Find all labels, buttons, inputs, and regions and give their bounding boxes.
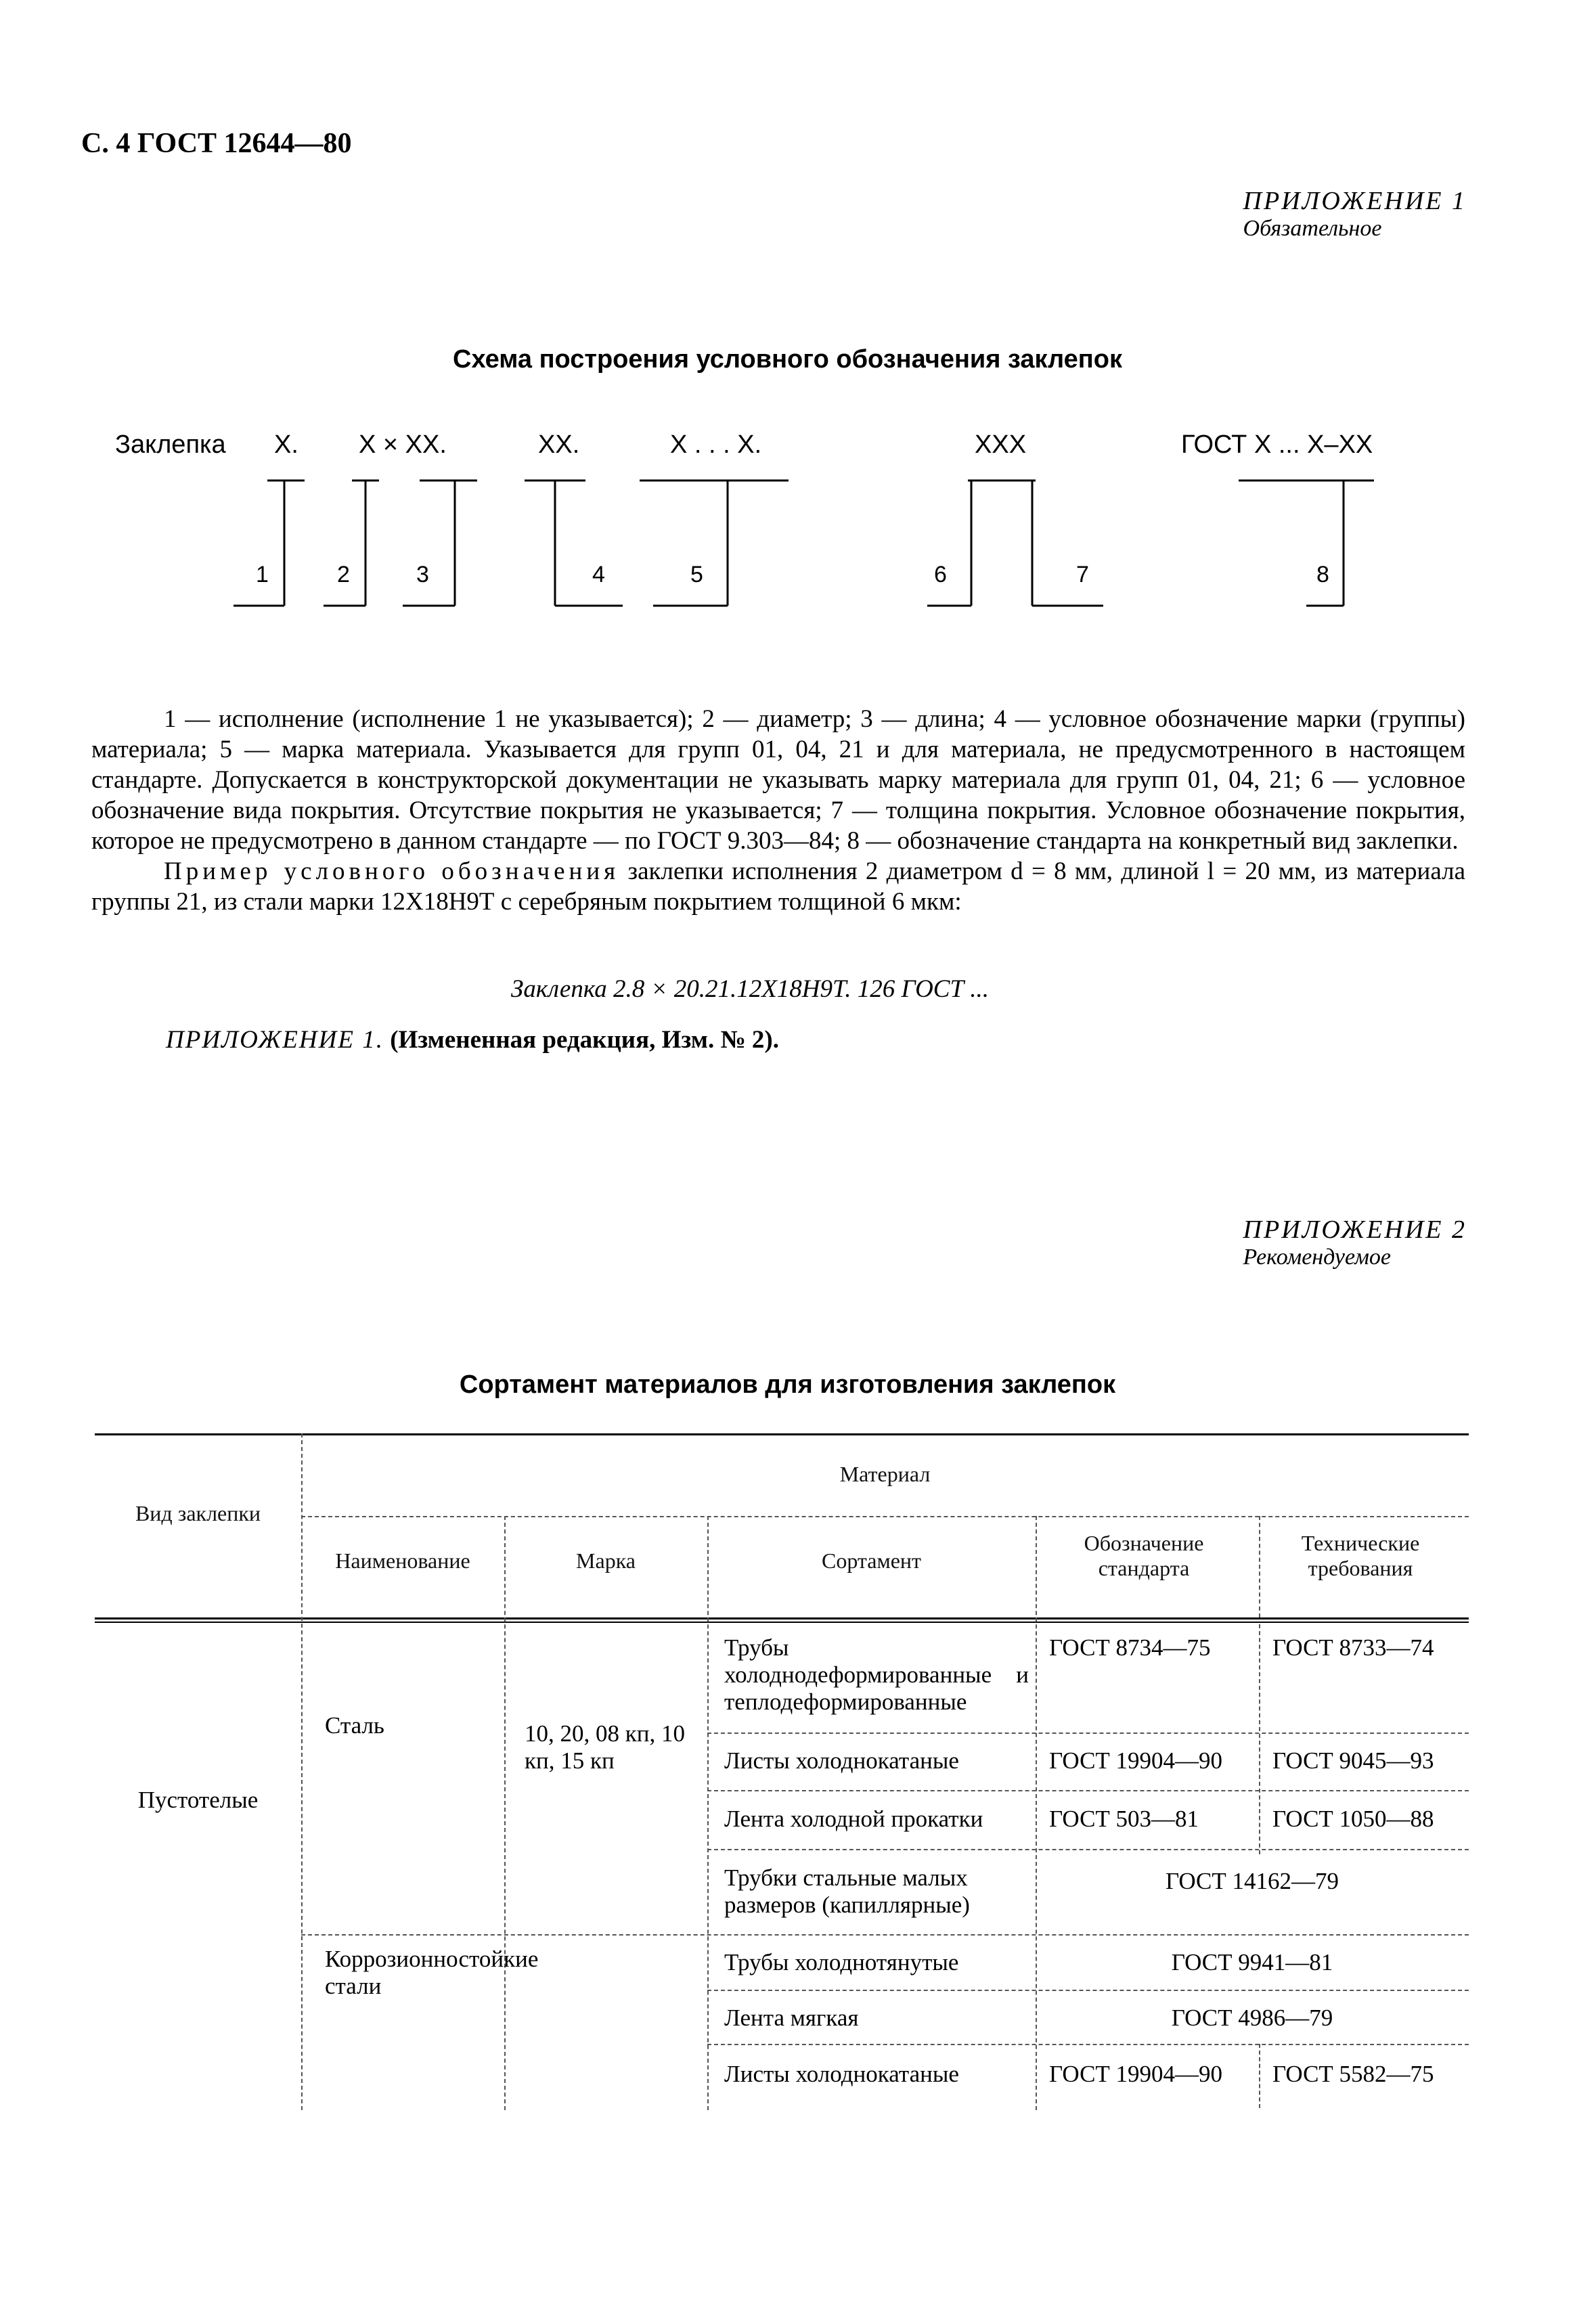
revision-note-ref: ПРИЛОЖЕНИЕ 1. (166, 1026, 384, 1054)
col-tech-header: Технические требования (1301, 1531, 1420, 1580)
scheme-part-6: ГОСТ Х ... Х–ХХ (1181, 430, 1373, 459)
col-material-header: Материал (839, 1462, 931, 1486)
col-grade-header: Марка (576, 1548, 636, 1573)
g2-row3-standard: ГОСТ 19904—90 (1049, 2061, 1223, 2087)
scheme-num-3: 3 (416, 562, 429, 587)
col-kind-header: Вид заклепки (135, 1501, 261, 1525)
scheme-part-4: Х . . . Х. (670, 430, 762, 459)
g2-row2-assortment: Лента мягкая (724, 2005, 859, 2031)
scheme-num-6: 6 (934, 562, 947, 587)
revision-note-text: (Измененная редакция, Изм. № 2). (383, 1026, 779, 1054)
scheme-part-1: Х. (274, 430, 298, 459)
g1-row2-standard: ГОСТ 19904—90 (1049, 1747, 1223, 1774)
scheme-num-5: 5 (690, 562, 703, 587)
scheme-num-1: 1 (256, 562, 269, 587)
col-standard-header: Обозначение стандарта (1084, 1531, 1204, 1580)
scheme-num-2: 2 (337, 562, 350, 587)
g1-row2-assortment: Листы холоднокатаные (724, 1747, 959, 1774)
scheme-word: Заклепка (115, 430, 226, 459)
col-name-header: Наименование (335, 1548, 470, 1573)
col-assortment-header: Сортамент (821, 1548, 922, 1573)
g1-row3-standard: ГОСТ 503—81 (1049, 1806, 1199, 1832)
appendix-2-status: Рекомендуемое (1243, 1245, 1392, 1270)
scheme-part-3: ХХ. (538, 430, 580, 459)
g2-row1-standard: ГОСТ 9941—81 (1171, 1949, 1333, 1975)
appendix-1-status: Обязательное (1243, 216, 1382, 241)
g1-row4-assortment: Трубки стальные малых размеров (капиллярные) (724, 1864, 970, 1918)
scheme-num-8: 8 (1316, 562, 1329, 587)
g1-row1-tech: ГОСТ 8733—74 (1272, 1634, 1434, 1661)
table-title: Сортамент материалов для изготовления заклепок (459, 1370, 1116, 1399)
group-1-name: Сталь (325, 1712, 384, 1739)
page-header: С. 4 ГОСТ 12644—80 (81, 128, 352, 159)
example-description: заклепки исполнения 2 диаметром d = 8 мм, длиной l = 20 мм, из материала группы 21, из стали марки 12Х18Н9Т с серебряным покрытием толщиной 6 мкм: (91, 857, 1465, 916)
kind-cell: Пустотелые (137, 1787, 259, 1813)
appendix-1-title: ПРИЛОЖЕНИЕ 1 (1243, 187, 1467, 215)
scheme-title: Схема построения условного обозначения заклепок (453, 345, 1122, 374)
appendix-2-title: ПРИЛОЖЕНИЕ 2 (1243, 1215, 1467, 1244)
scheme-part-5: ХХХ (975, 430, 1027, 459)
group-1-grade: 10, 20, 08 кп, 10 кп, 15 кп (525, 1720, 685, 1774)
group-2-name: Коррозионностойкие стали (325, 1946, 539, 1999)
g2-row2-standard: ГОСТ 4986—79 (1171, 2005, 1333, 2031)
g1-row1-assortment: Трубы холоднодеформированные и теплодеформированные (724, 1634, 1029, 1715)
g2-row3-assortment: Листы холоднокатаные (724, 2061, 959, 2087)
g2-row1-assortment: Трубы холоднотянутые (724, 1949, 959, 1975)
g1-row2-tech: ГОСТ 9045—93 (1272, 1747, 1434, 1774)
g1-row4-standard: ГОСТ 14162—79 (1165, 1868, 1339, 1894)
example-lead: Пример условного обозначения (164, 857, 620, 885)
scheme-num-4: 4 (592, 562, 605, 587)
scheme-num-7: 7 (1076, 562, 1089, 587)
explanation-paragraph-1: 1 — исполнение (исполнение 1 не указывается); 2 — диаметр; 3 — длина; 4 — условное обозначение марки (группы) материала; 5 — марка материала. Указывается для групп 01, 04, 21 и для материала, не предусмотренного в настоящем стандарте. Допускается в конструкторской документации не указывать марку материала для групп 01, 04, 21; 6 — условное обозначение вида покрытия. Отсутствие покрытия не указывается; 7 — толщина покрытия. Условное обозначение покрытия, которое не предусмотрено в данном стандарте — по ГОСТ 9.303—84; 8 — обозначение стандарта на конкретный вид заклепки. (91, 705, 1465, 855)
g1-row1-standard: ГОСТ 8734—75 (1049, 1634, 1211, 1661)
g1-row3-tech: ГОСТ 1050—88 (1272, 1806, 1434, 1832)
scheme-part-2: Х × ХХ. (359, 430, 447, 459)
example-designation: Заклепка 2.8 × 20.21.12Х18Н9Т. 126 ГОСТ ... (511, 975, 990, 1003)
g1-row3-assortment: Лента холодной прокатки (724, 1806, 983, 1832)
g2-row3-tech: ГОСТ 5582—75 (1272, 2061, 1434, 2087)
